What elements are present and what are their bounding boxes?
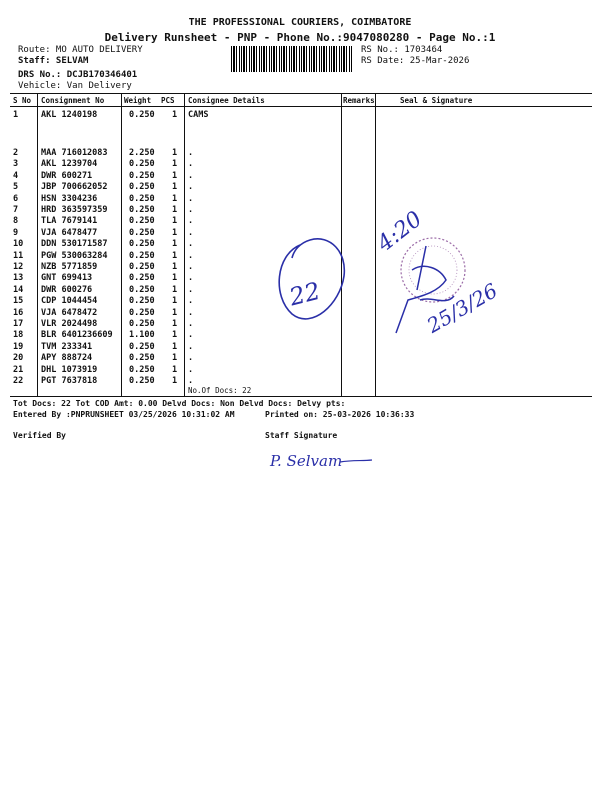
row-sno: 12 <box>13 262 24 272</box>
circled-number: 22 <box>286 276 323 312</box>
row-weight: 0.250 <box>129 239 155 250</box>
row-consignment: PGT 7637818 <box>41 376 98 386</box>
row-consignment: CDP 1044454 <box>41 296 98 307</box>
row-details: . <box>188 353 194 364</box>
rs-date: RS Date: 25-Mar-2026 <box>361 56 470 66</box>
row-consignment: PGW 530063284 <box>41 250 108 261</box>
row-consignment: TVM 233341 <box>41 341 93 352</box>
row-consignment: TLA 7679141 <box>41 216 98 227</box>
row-sno: 9 <box>13 227 19 238</box>
row-consignment: GNT 699413 <box>41 273 93 284</box>
vehicle-label: Vehicle: Van Delivery <box>18 81 132 91</box>
row-details: . <box>188 205 194 215</box>
row-sno: 19 <box>13 341 24 352</box>
row-pcs: 1 <box>172 227 178 238</box>
row-weight: 0.250 <box>129 341 155 352</box>
row-details: . <box>188 159 194 170</box>
row-details: CAMS <box>188 110 209 120</box>
col-header-consignee: Consignee Details <box>188 96 265 105</box>
row-consignment: MAA 716012083 <box>41 148 108 158</box>
row-consignment: HSN 3304236 <box>41 193 98 204</box>
verified-by-label: Verified By <box>13 431 66 440</box>
row-pcs: 1 <box>172 182 178 193</box>
staff-signature <box>269 452 372 470</box>
row-details: . <box>188 216 194 227</box>
row-weight: 0.250 <box>129 193 155 204</box>
row-pcs: 1 <box>172 284 178 295</box>
row-weight: 0.250 <box>129 250 155 261</box>
drs-number: DRS No.: DCJB170346401 <box>18 70 138 80</box>
row-pcs: 1 <box>172 239 178 250</box>
row-details: . <box>188 148 194 158</box>
row-weight: 0.250 <box>129 273 155 284</box>
rs-number: RS No.: 1703464 <box>361 45 443 55</box>
row-weight: 2.250 <box>129 148 155 158</box>
row-details: . <box>188 307 194 318</box>
row-consignment: NZB 5771859 <box>41 262 98 272</box>
signature-text: P. Selvam <box>270 452 343 470</box>
row-weight: 0.250 <box>129 319 155 329</box>
row-consignment: JBP 700662052 <box>41 182 108 193</box>
row-sno: 21 <box>13 364 24 375</box>
row-weight: 0.250 <box>129 205 155 215</box>
row-pcs: 1 <box>172 110 178 120</box>
staff-label: Staff: SELVAM <box>18 56 89 66</box>
row-weight: 0.250 <box>129 159 155 170</box>
row-pcs: 1 <box>172 319 178 329</box>
col-header-weight: Weight <box>124 96 152 105</box>
row-details: . <box>188 364 194 375</box>
row-weight: 0.250 <box>129 353 155 364</box>
row-pcs: 1 <box>172 250 178 261</box>
row-consignment: DWR 600276 <box>41 284 93 295</box>
row-sno: 20 <box>13 353 24 364</box>
row-weight: 0.250 <box>129 110 155 120</box>
company-title: THE PROFESSIONAL COURIERS, COIMBATORE <box>188 17 412 28</box>
row-pcs: 1 <box>172 262 178 272</box>
row-weight: 0.250 <box>129 216 155 227</box>
row-sno: 4 <box>13 170 19 181</box>
row-sno: 7 <box>13 205 19 215</box>
row-details: . <box>188 239 194 250</box>
row-pcs: 1 <box>172 341 178 352</box>
row-details: . <box>188 193 194 204</box>
row-weight: 0.250 <box>129 227 155 238</box>
row-sno: 6 <box>13 193 19 204</box>
row-consignment: APY 888724 <box>41 353 93 364</box>
circled-doc-count <box>279 239 344 319</box>
row-pcs: 1 <box>172 193 178 204</box>
row-consignment: HRD 363597359 <box>41 205 108 215</box>
route-label: Route: MO AUTO DELIVERY <box>18 45 143 55</box>
row-details: . <box>188 182 194 193</box>
row-details: . <box>188 250 194 261</box>
col-header-seal: Seal & Signature <box>400 96 473 105</box>
row-sno: 2 <box>13 148 19 158</box>
row-pcs: 1 <box>172 353 178 364</box>
runsheet-subtitle: Delivery Runsheet - PNP - Phone No.:9047080280 - Page No.:1 <box>104 31 496 44</box>
row-pcs: 1 <box>172 307 178 318</box>
row-sno: 11 <box>13 250 24 261</box>
row-sno: 16 <box>13 307 24 318</box>
row-details: . <box>188 376 194 386</box>
row-details: . <box>188 341 194 352</box>
row-sno: 14 <box>13 284 24 295</box>
row-weight: 0.250 <box>129 262 155 272</box>
row-weight: 0.250 <box>129 307 155 318</box>
row-details: . <box>188 319 194 329</box>
row-consignment: VJA 6478477 <box>41 227 98 238</box>
row-consignment: DWR 600271 <box>41 170 93 181</box>
printed-on: Printed on: 25-03-2026 10:36:33 <box>265 410 415 419</box>
row-weight: 0.250 <box>129 170 155 181</box>
row-pcs: 1 <box>172 148 178 158</box>
row-pcs: 1 <box>172 170 178 181</box>
row-sno: 5 <box>13 182 19 193</box>
row-pcs: 1 <box>172 273 178 284</box>
row-sno: 15 <box>13 296 24 307</box>
col-header-consignment: Consignment No <box>41 96 105 105</box>
row-pcs: 1 <box>172 216 178 227</box>
row-pcs: 1 <box>172 159 178 170</box>
entered-by: Entered By :PNPRUNSHEET 03/25/2026 10:31:02 AM <box>13 410 235 419</box>
row-pcs: 1 <box>172 364 178 375</box>
row-details: . <box>188 296 194 307</box>
row-consignment: AKL 1240198 <box>41 110 98 120</box>
row-sno: 1 <box>13 110 19 120</box>
col-header-pcs: PCS <box>161 96 175 105</box>
staff-signature-label: Staff Signature <box>265 431 338 440</box>
row-details: . <box>188 284 194 295</box>
row-consignment: VJA 6478472 <box>41 307 98 318</box>
row-pcs: 1 <box>172 376 178 386</box>
row-sno: 8 <box>13 216 19 227</box>
handwritten-date: 25/3/26 <box>422 278 502 338</box>
col-header-sno: S No <box>13 96 32 105</box>
row-consignment: DHL 1073919 <box>41 364 98 375</box>
row-weight: 1.100 <box>129 330 155 341</box>
handwritten-time: 4:20 <box>372 206 428 257</box>
row-details: . <box>188 273 194 284</box>
row-pcs: 1 <box>172 205 178 215</box>
row-sno: 17 <box>13 319 24 329</box>
col-header-remarks: Remarks <box>343 96 375 105</box>
row-sno: 3 <box>13 159 19 170</box>
row-pcs: 1 <box>172 296 178 307</box>
row-weight: 0.250 <box>129 376 155 386</box>
totals-line: Tot Docs: 22 Tot COD Amt: 0.00 Delvd Docs: Non Delvd Docs: Delvy pts: <box>13 399 346 408</box>
row-sno: 13 <box>13 273 24 284</box>
row-sno: 10 <box>13 239 24 250</box>
row-sno: 18 <box>13 330 24 341</box>
row-details: . <box>188 170 194 181</box>
seal-stamp <box>401 238 465 302</box>
row-consignment: BLR 6401236609 <box>41 330 113 341</box>
row-details: . <box>188 227 194 238</box>
row-details: . <box>188 330 194 341</box>
no-of-docs: No.Of Docs: 22 <box>188 386 252 395</box>
row-weight: 0.250 <box>129 364 155 375</box>
row-weight: 0.250 <box>129 284 155 295</box>
row-sno: 22 <box>13 376 24 386</box>
row-details: . <box>188 262 194 272</box>
row-consignment: AKL 1239704 <box>41 159 98 170</box>
row-pcs: 1 <box>172 330 178 341</box>
row-weight: 0.250 <box>129 182 155 193</box>
row-weight: 0.250 <box>129 296 155 307</box>
row-consignment: DDN 530171587 <box>41 239 108 250</box>
row-consignment: VLR 2024498 <box>41 319 98 329</box>
